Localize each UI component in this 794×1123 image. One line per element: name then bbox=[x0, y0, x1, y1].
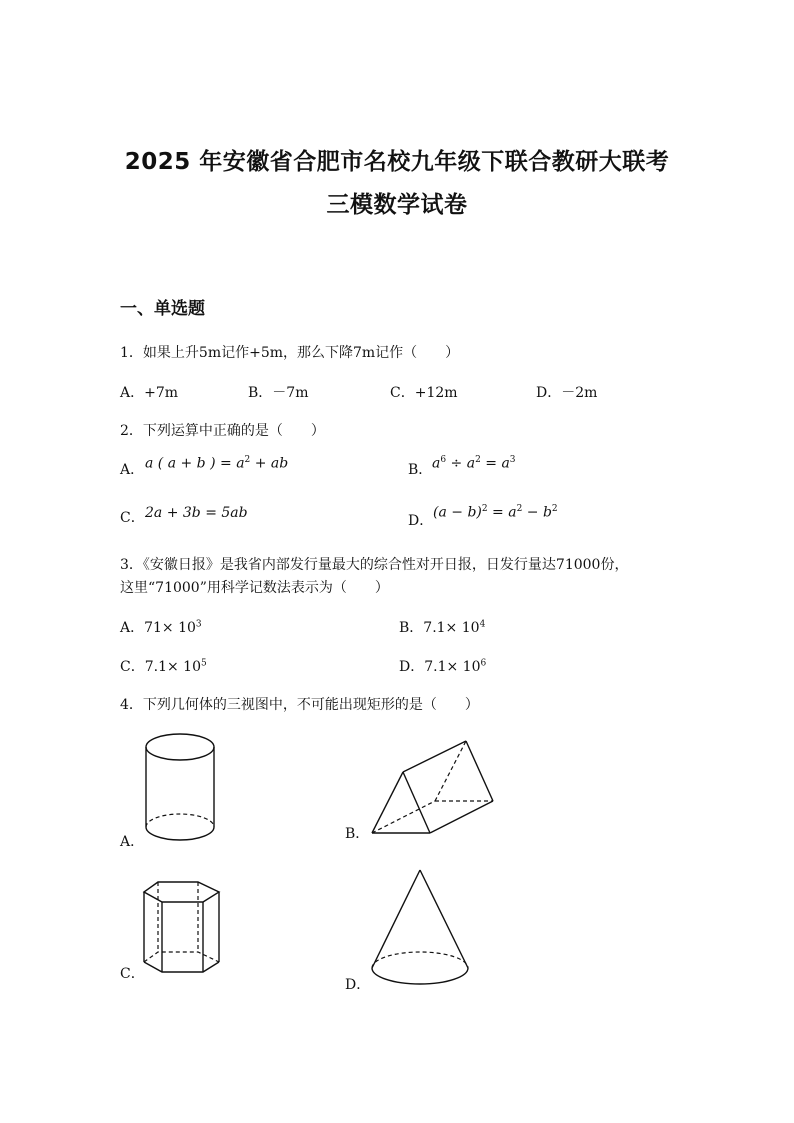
question-4-option-b-label: B． bbox=[345, 826, 370, 842]
page-title-line1: 2025 年安徽省合肥市名校九年级下联合教研大联考 bbox=[124, 149, 670, 175]
question-2-option-b-expr: $a^6 \div a^2 = a^3$ bbox=[432, 455, 516, 472]
question-1-option-a: A．+7m bbox=[120, 385, 179, 401]
page-title-line2: 三模数学试卷 bbox=[326, 192, 468, 218]
question-2-option-c-label: C． bbox=[120, 510, 145, 526]
question-4-stem: 4．下列几何体的三视图中，不可能出现矩形的是（ ） bbox=[120, 697, 479, 713]
question-2-option-a-label: A． bbox=[120, 462, 145, 478]
question-2-option-d-label: D． bbox=[408, 513, 434, 529]
question-2-option-c-expr: 2a + 3b = 5ab bbox=[145, 505, 248, 521]
question-2-option-d-expr: $(a - b)^2 = a^2 - b^2$ bbox=[433, 504, 558, 521]
question-1-stem: 1．如果上升5m记作+5m，那么下降7m记作（ ） bbox=[120, 345, 460, 361]
question-2-stem: 2．下列运算中正确的是（ ） bbox=[120, 423, 325, 439]
question-2-option-b-label: B． bbox=[408, 462, 433, 478]
cylinder-icon bbox=[140, 730, 220, 850]
question-1-option-b: B．－7m bbox=[248, 385, 309, 401]
question-3-stem-line2: 这里“71000”用科学记数法表示为（ ） bbox=[120, 580, 389, 596]
cone-icon bbox=[368, 866, 473, 991]
question-3-option-c: C．$7.1\times 10^5$ bbox=[120, 658, 207, 675]
question-4-option-a-label: A． bbox=[120, 834, 145, 850]
question-3-stem-line1: 3．《安徽日报》是我省内部发行量最大的综合性对开日报，日发行量达71000份， bbox=[120, 557, 629, 573]
question-4-option-c-label: C． bbox=[120, 966, 145, 982]
question-1-option-c: C．+12m bbox=[390, 385, 458, 401]
question-4-option-d-label: D． bbox=[345, 977, 371, 993]
question-3-option-d: D．$7.1\times 10^6$ bbox=[399, 658, 487, 675]
section-heading: 一、单选题 bbox=[120, 299, 205, 319]
question-3-option-b: B．$7.1\times 10^4$ bbox=[399, 619, 486, 636]
question-2-option-a-expr: a ( a + b ) = $a^2$ + ab bbox=[145, 455, 289, 472]
hexagonal-prism-icon bbox=[140, 878, 225, 978]
question-3-option-a: A．$71\times 10^3$ bbox=[120, 619, 202, 636]
question-1-option-d: D．－2m bbox=[536, 385, 598, 401]
triangular-prism-icon bbox=[365, 735, 500, 840]
